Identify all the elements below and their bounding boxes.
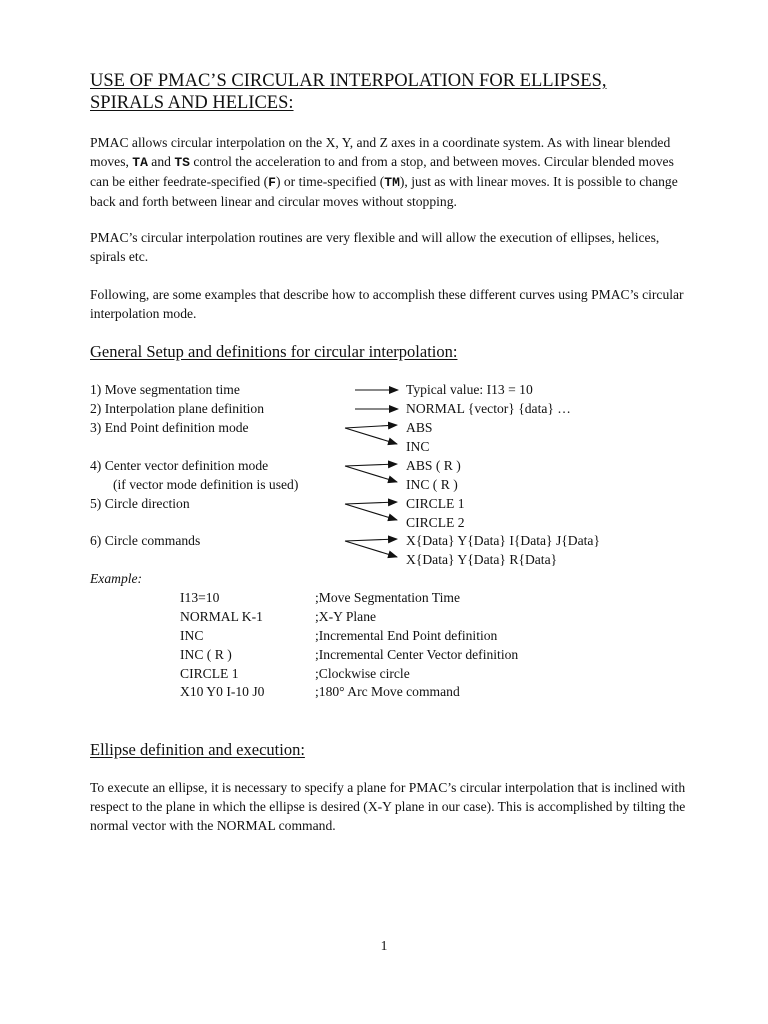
setup-value-4a: ABS ( R ) xyxy=(406,458,461,473)
ta-keyword: TA xyxy=(132,155,148,170)
example-comment-1: ;Move Segmentation Time xyxy=(315,590,461,605)
example-code-4: INC ( R ) xyxy=(180,647,232,662)
arrow-6a xyxy=(345,539,397,541)
setup-value-4b: INC ( R ) xyxy=(406,477,458,492)
setup-item-4: 4) Center vector definition mode xyxy=(90,458,269,473)
setup-value-1: Typical value: I13 = 10 xyxy=(406,382,533,397)
setup-value-5b: CIRCLE 2 xyxy=(406,515,465,530)
setup-item-5: 5) Circle direction xyxy=(90,496,190,511)
ts-keyword: TS xyxy=(174,155,190,170)
setup-value-2: NORMAL {vector} {data} … xyxy=(406,401,571,416)
arrow-4b xyxy=(345,466,397,482)
setup-value-3b: INC xyxy=(406,439,430,454)
page-number: 1 xyxy=(380,938,388,953)
title-line-2: SPIRALS AND HELICES: xyxy=(90,93,294,113)
tm-keyword: TM xyxy=(384,175,400,190)
example-comment-6: ;180° Arc Move command xyxy=(315,684,460,699)
example-code-1: I13=10 xyxy=(180,590,220,605)
example-code-2: NORMAL K-1 xyxy=(180,609,263,624)
document-title xyxy=(90,70,607,114)
f-keyword: F xyxy=(268,175,276,190)
arrow-3b xyxy=(345,428,397,444)
setup-item-1: 1) Move segmentation time xyxy=(90,382,240,397)
arrow-6b xyxy=(345,541,397,557)
example-label: Example: xyxy=(90,571,143,586)
setup-value-6b: X{Data} Y{Data} R{Data} xyxy=(406,552,558,567)
arrow-4a xyxy=(345,464,397,466)
example-comment-3: ;Incremental End Point definition xyxy=(315,628,498,643)
setup-item-4-note: (if vector mode definition is used) xyxy=(113,477,299,492)
example-code-6: X10 Y0 I-10 J0 xyxy=(180,684,265,699)
intro-paragraph-2: PMAC’s circular interpolation routines are very flexible and will allow the execution of ellipses, helices, spirals etc. xyxy=(90,230,660,264)
ellipse-heading: Ellipse definition and execution: xyxy=(90,740,305,759)
intro-paragraph-3: Following, are some examples that describe how to accomplish these different curves using PMAC’s circular interpolation mode. xyxy=(90,287,684,321)
setup-item-3: 3) End Point definition mode xyxy=(90,420,249,435)
setup-heading: General Setup and definitions for circular interpolation: xyxy=(90,342,458,361)
setup-value-5a: CIRCLE 1 xyxy=(406,496,465,511)
example-comment-2: ;X-Y Plane xyxy=(315,609,377,624)
setup-value-3a: ABS xyxy=(406,420,433,435)
setup-item-2: 2) Interpolation plane definition xyxy=(90,401,265,416)
arrow-3a xyxy=(345,425,397,428)
setup-value-6a: X{Data} Y{Data} I{Data} J{Data} xyxy=(406,533,600,548)
title-line-1: USE OF PMAC’S CIRCULAR INTERPOLATION FOR ELLIPSES, xyxy=(90,71,607,91)
example-comment-5: ;Clockwise circle xyxy=(315,666,410,681)
example-code-5: CIRCLE 1 xyxy=(180,666,239,681)
arrow-5a xyxy=(345,502,397,504)
intro-paragraph-1: PMAC allows circular interpolation on the X, Y, and Z axes in a coordinate system. As with linear blended moves, TA and TS control the acceleration to and from a stop, and between moves. Circular blended moves can be either feedrate-specified (F) or time-specified (TM), just as with linear moves. It is possible to change back and forth between linear and circular moves without stopping. xyxy=(90,135,678,209)
arrow-5b xyxy=(345,504,397,520)
ellipse-paragraph: To execute an ellipse, it is necessary to specify a plane for PMAC’s circular interpolation that is inclined with respect to the plane in which the ellipse is desired (X-Y plane in our case). This is accomplished by tilting the normal vector with the NORMAL command. xyxy=(90,780,686,833)
example-code-3: INC xyxy=(180,628,204,643)
setup-item-6: 6) Circle commands xyxy=(90,533,201,548)
example-comment-4: ;Incremental Center Vector definition xyxy=(315,647,519,662)
